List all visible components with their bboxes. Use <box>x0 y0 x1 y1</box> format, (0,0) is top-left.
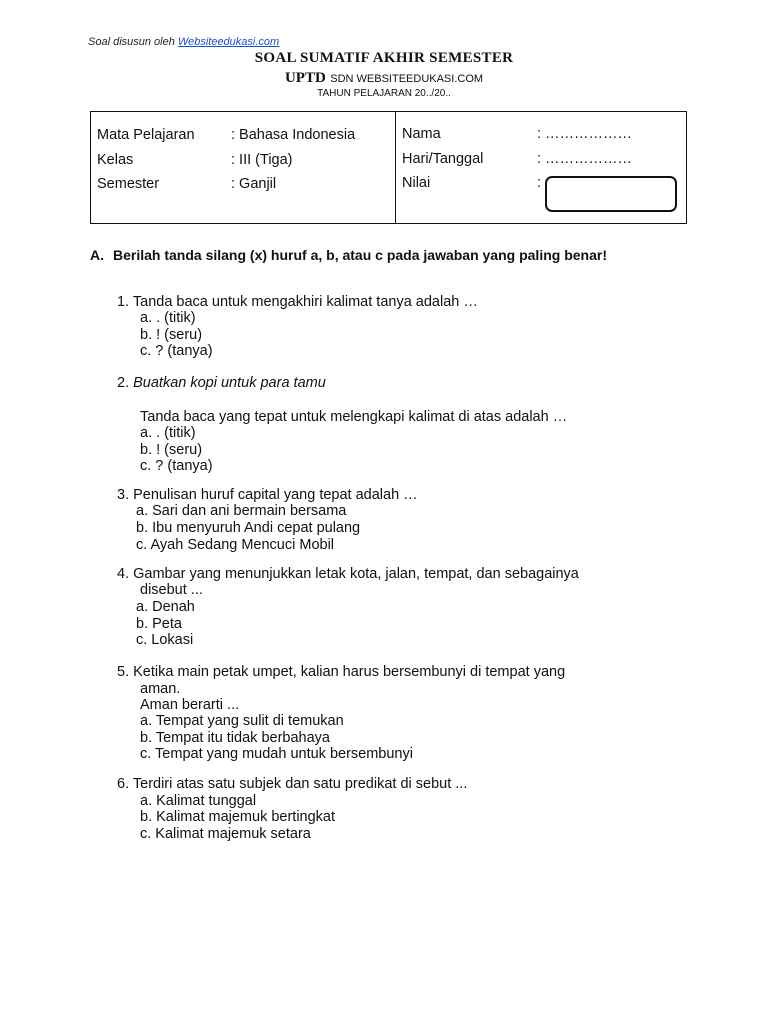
class-value: : III (Tiga) <box>231 152 293 168</box>
name-label: Nama <box>402 126 441 142</box>
subject-value: : Bahasa Indonesia <box>231 127 356 143</box>
student-info-box <box>90 111 687 224</box>
credit-link[interactable]: Websiteedukasi.com <box>177 36 280 48</box>
class-label: Kelas <box>97 152 134 168</box>
subject-label: Mata Pelajaran <box>97 127 195 143</box>
question-text: Terdiri atas satu subjek dan satu predikat di sebut ... <box>132 776 468 792</box>
question-3 <box>117 487 418 504</box>
q6-option-b[interactable]: b. Kalimat majemuk bertingkat <box>140 809 336 825</box>
question-4 <box>117 566 579 583</box>
question-number: 3. <box>117 487 130 503</box>
q5-option-c[interactable]: c. Tempat yang mudah untuk bersembunyi <box>140 746 413 762</box>
question-sentence: Buatkan kopi untuk para tamu <box>133 375 326 391</box>
question-text: Penulisan huruf capital yang tepat adalah … <box>133 487 418 503</box>
question-text: Gambar yang menunjukkan letak kota, jalan, tempat, dan sebagainya <box>133 566 579 582</box>
semester-value: : Ganjil <box>231 176 277 192</box>
q6-option-c[interactable]: c. Kalimat majemuk setara <box>140 826 311 842</box>
q5-option-a[interactable]: a. Tempat yang sulit di temukan <box>140 713 344 729</box>
question-number: 5. <box>117 664 130 680</box>
date-field[interactable]: : ……………… <box>537 151 633 167</box>
q3-option-a[interactable]: a. Sari dan ani bermain bersama <box>136 503 347 519</box>
credit-prefix: Soal disusun oleh <box>88 36 175 48</box>
date-label: Hari/Tanggal <box>402 151 484 167</box>
section-text: Berilah tanda silang (x) huruf a, b, atau c pada jawaban yang paling benar! <box>113 247 607 263</box>
score-box[interactable] <box>545 176 677 212</box>
exam-title: SOAL SUMATIF AKHIR SEMESTER <box>254 50 514 66</box>
q2-option-b[interactable]: b. ! (seru) <box>140 442 203 458</box>
question-number: 6. <box>117 776 130 792</box>
q1-option-c[interactable]: c. ? (tanya) <box>140 343 213 359</box>
score-label: Nilai <box>402 175 431 191</box>
q4-option-a[interactable]: a. Denah <box>136 599 195 615</box>
school-line <box>0 69 768 87</box>
question-5-continued: aman. <box>140 681 181 697</box>
q3-option-c[interactable]: c. Ayah Sedang Mencuci Mobil <box>136 537 335 553</box>
question-2-prompt: Tanda baca yang tepat untuk melengkapi kalimat di atas adalah … <box>140 409 568 425</box>
question-number: 2. <box>117 375 130 391</box>
q4-option-b[interactable]: b. Peta <box>136 616 182 632</box>
question-text: Ketika main petak umpet, kalian harus bersembunyi di tempat yang <box>133 664 566 680</box>
semester-label: Semester <box>97 176 160 192</box>
question-text: Tanda baca untuk mengakhiri kalimat tanya adalah … <box>132 294 478 310</box>
credit-line <box>88 36 279 48</box>
q1-option-b[interactable]: b. ! (seru) <box>140 327 203 343</box>
question-5 <box>117 664 565 681</box>
question-1 <box>117 294 478 311</box>
question-2 <box>117 375 326 392</box>
question-5-prompt: Aman berarti ... <box>140 697 240 713</box>
school-name: SDN WEBSITEEDUKASI.COM <box>330 73 484 85</box>
q5-option-b[interactable]: b. Tempat itu tidak berbahaya <box>140 730 330 746</box>
q4-option-c[interactable]: c. Lokasi <box>136 632 194 648</box>
score-colon: : <box>537 175 542 191</box>
uptd-label: UPTD <box>284 70 326 86</box>
q1-option-a[interactable]: a. . (titik) <box>140 310 196 326</box>
section-letter: A. <box>90 247 104 263</box>
q3-option-b[interactable]: b. Ibu menyuruh Andi cepat pulang <box>136 520 361 536</box>
academic-year: TAHUN PELAJARAN 20../20.. <box>317 88 451 99</box>
q6-option-a[interactable]: a. Kalimat tunggal <box>140 793 257 809</box>
q2-option-c[interactable]: c. ? (tanya) <box>140 458 213 474</box>
question-number: 1. <box>117 294 130 310</box>
q2-option-a[interactable]: a. . (titik) <box>140 425 196 441</box>
name-field[interactable]: : ……………… <box>537 126 633 142</box>
question-6 <box>117 776 467 793</box>
info-divider <box>395 112 396 223</box>
question-number: 4. <box>117 566 130 582</box>
question-4-continued: disebut ... <box>140 582 203 598</box>
